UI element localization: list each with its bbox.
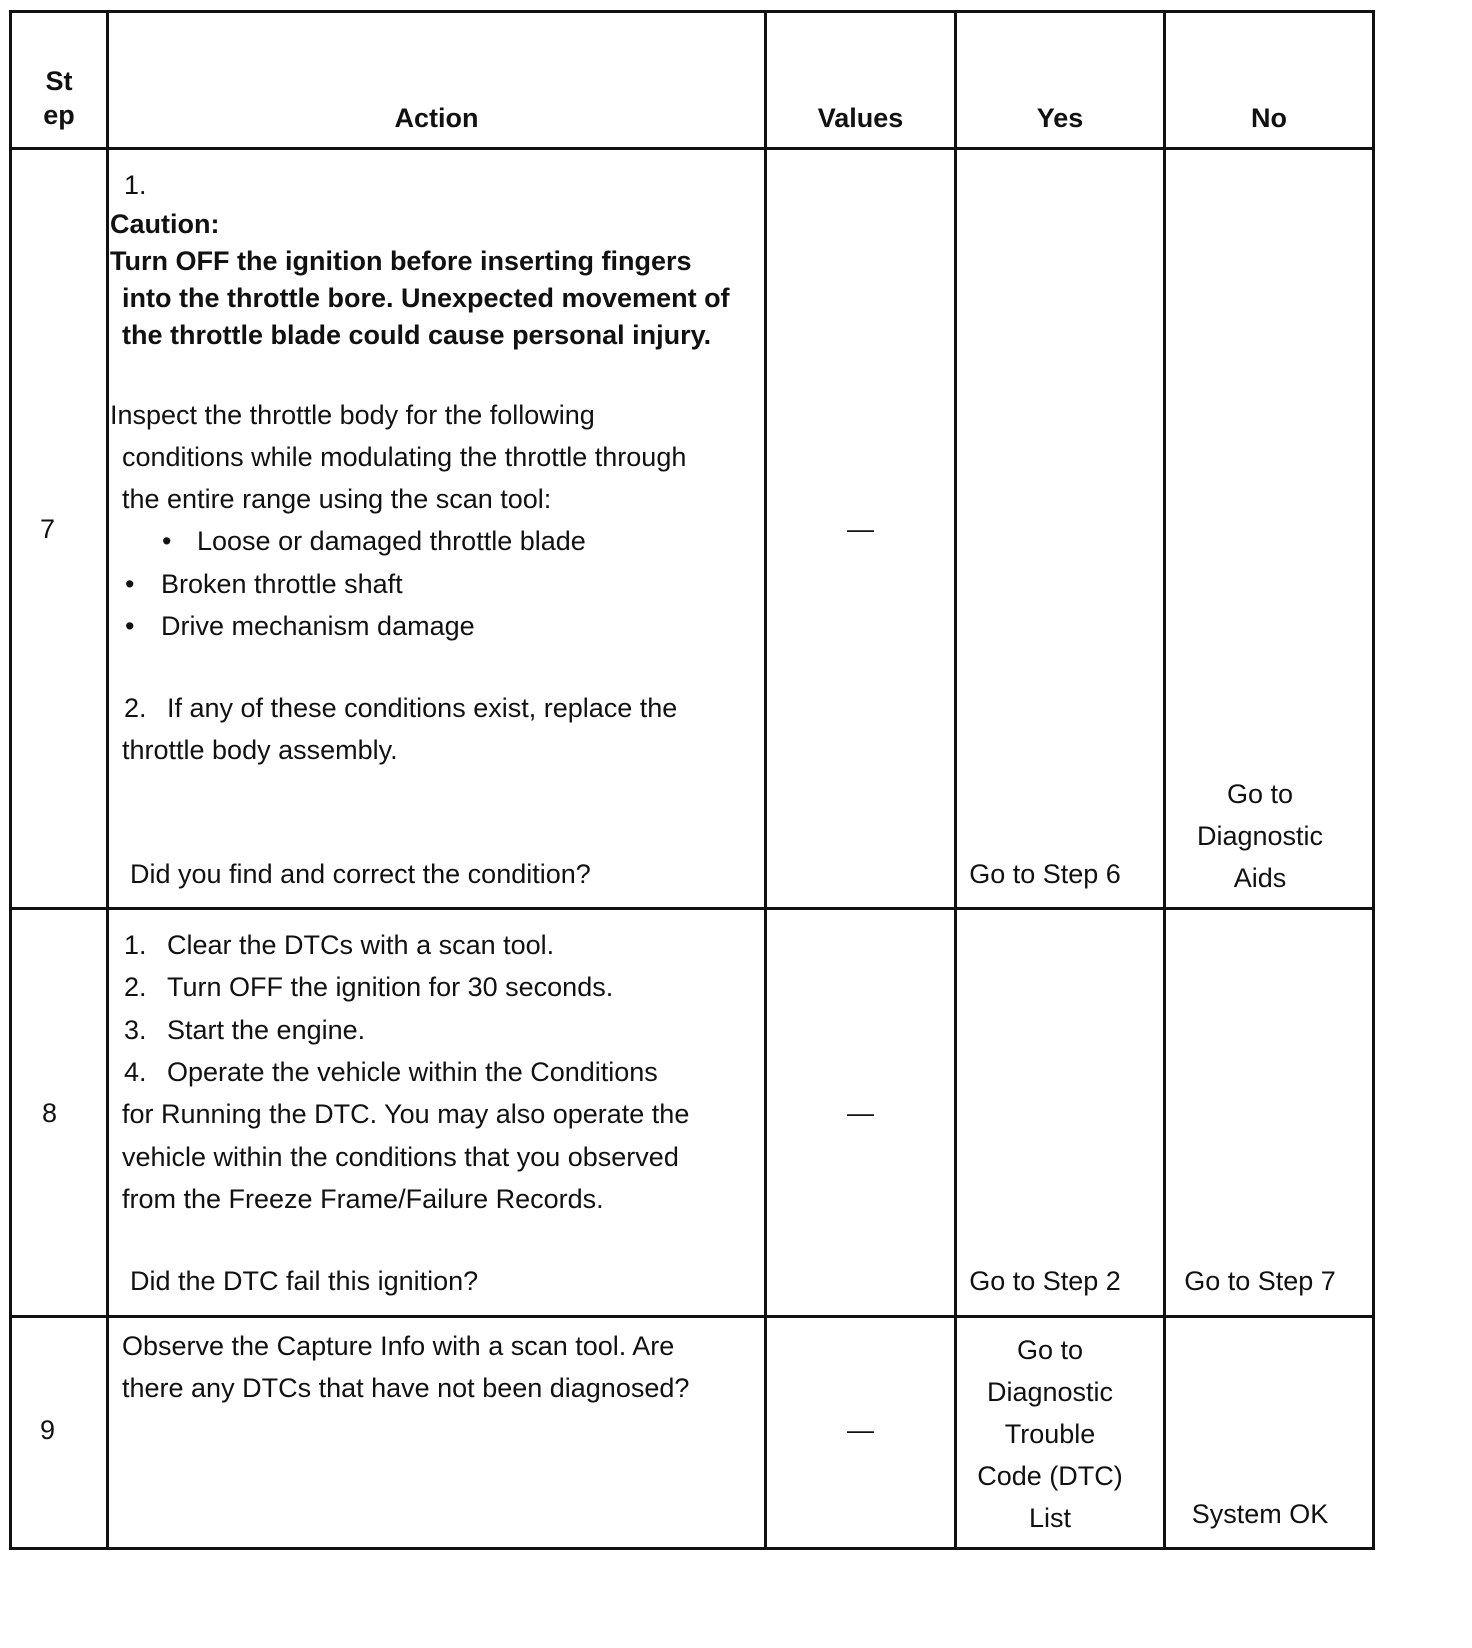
caution-title: Caution: [110, 209, 220, 239]
values-cell: — [847, 1415, 874, 1445]
row-divider [9, 1315, 1375, 1318]
step-text: If any of these conditions exist, replace the [167, 693, 678, 723]
step-text: vehicle within the conditions that you observed [122, 1142, 679, 1172]
step-text: there any DTCs that have not been diagnosed? [122, 1373, 690, 1403]
header-action: Action [394, 103, 479, 133]
values-cell: — [847, 514, 874, 544]
step-number: 9 [40, 1415, 56, 1445]
bullet-icon: • [162, 526, 172, 556]
inspect-text: conditions while modulating the throttle through [122, 442, 687, 472]
values-cell: — [847, 1098, 874, 1128]
list-number: 2. [124, 693, 147, 723]
caution-text: into the throttle bore. Unexpected movement of [122, 283, 730, 313]
no-cell: System OK [1191, 1499, 1329, 1529]
question-text: Did you find and correct the condition? [130, 859, 591, 889]
yes-cell: Go to Step 2 [969, 1266, 1121, 1296]
header-no: No [1251, 103, 1287, 133]
bullet-item: Drive mechanism damage [161, 611, 475, 641]
caution-text: the throttle blade could cause personal injury. [122, 320, 712, 350]
list-number: 1. [124, 170, 147, 200]
step-text: Observe the Capture Info with a scan tool. Are [122, 1331, 675, 1361]
table-border-bottom [9, 1547, 1375, 1550]
list-number: 1. [124, 930, 147, 960]
list-number: 2. [124, 972, 147, 1002]
inspect-text: the entire range using the scan tool: [122, 484, 552, 514]
question-text: Did the DTC fail this ignition? [130, 1266, 479, 1296]
inspect-text: Inspect the throttle body for the following [110, 400, 595, 430]
header-step: St ep [43, 66, 75, 130]
row-divider [9, 147, 1375, 150]
header-values: Values [817, 103, 904, 133]
bullet-item: Broken throttle shaft [161, 569, 403, 599]
no-cell: Go to Diagnostic Aids [1196, 779, 1324, 893]
yes-cell: Go to Step 6 [969, 859, 1121, 889]
table-border-top [9, 10, 1375, 13]
bullet-icon: • [125, 569, 135, 599]
step-text: throttle body assembly. [122, 735, 398, 765]
row-divider [9, 907, 1375, 910]
step-text: for Running the DTC. You may also operate the [122, 1099, 690, 1129]
step-number: 7 [40, 514, 56, 544]
step-text: from the Freeze Frame/Failure Records. [122, 1184, 604, 1214]
step-text: Operate the vehicle within the Conditions [167, 1057, 658, 1087]
bullet-icon: • [125, 611, 135, 641]
step-text: Start the engine. [167, 1015, 366, 1045]
list-number: 4. [124, 1057, 147, 1087]
step-text: Clear the DTCs with a scan tool. [167, 930, 555, 960]
caution-text: Turn OFF the ignition before inserting fingers [110, 246, 692, 276]
step-number: 8 [42, 1098, 58, 1128]
header-yes: Yes [1036, 103, 1084, 133]
no-cell: Go to Step 7 [1184, 1266, 1336, 1296]
list-number: 3. [124, 1015, 147, 1045]
step-text: Turn OFF the ignition for 30 seconds. [167, 972, 614, 1002]
yes-cell: Go to Diagnostic Trouble Code (DTC) List [977, 1335, 1123, 1533]
bullet-item: Loose or damaged throttle blade [197, 526, 586, 556]
